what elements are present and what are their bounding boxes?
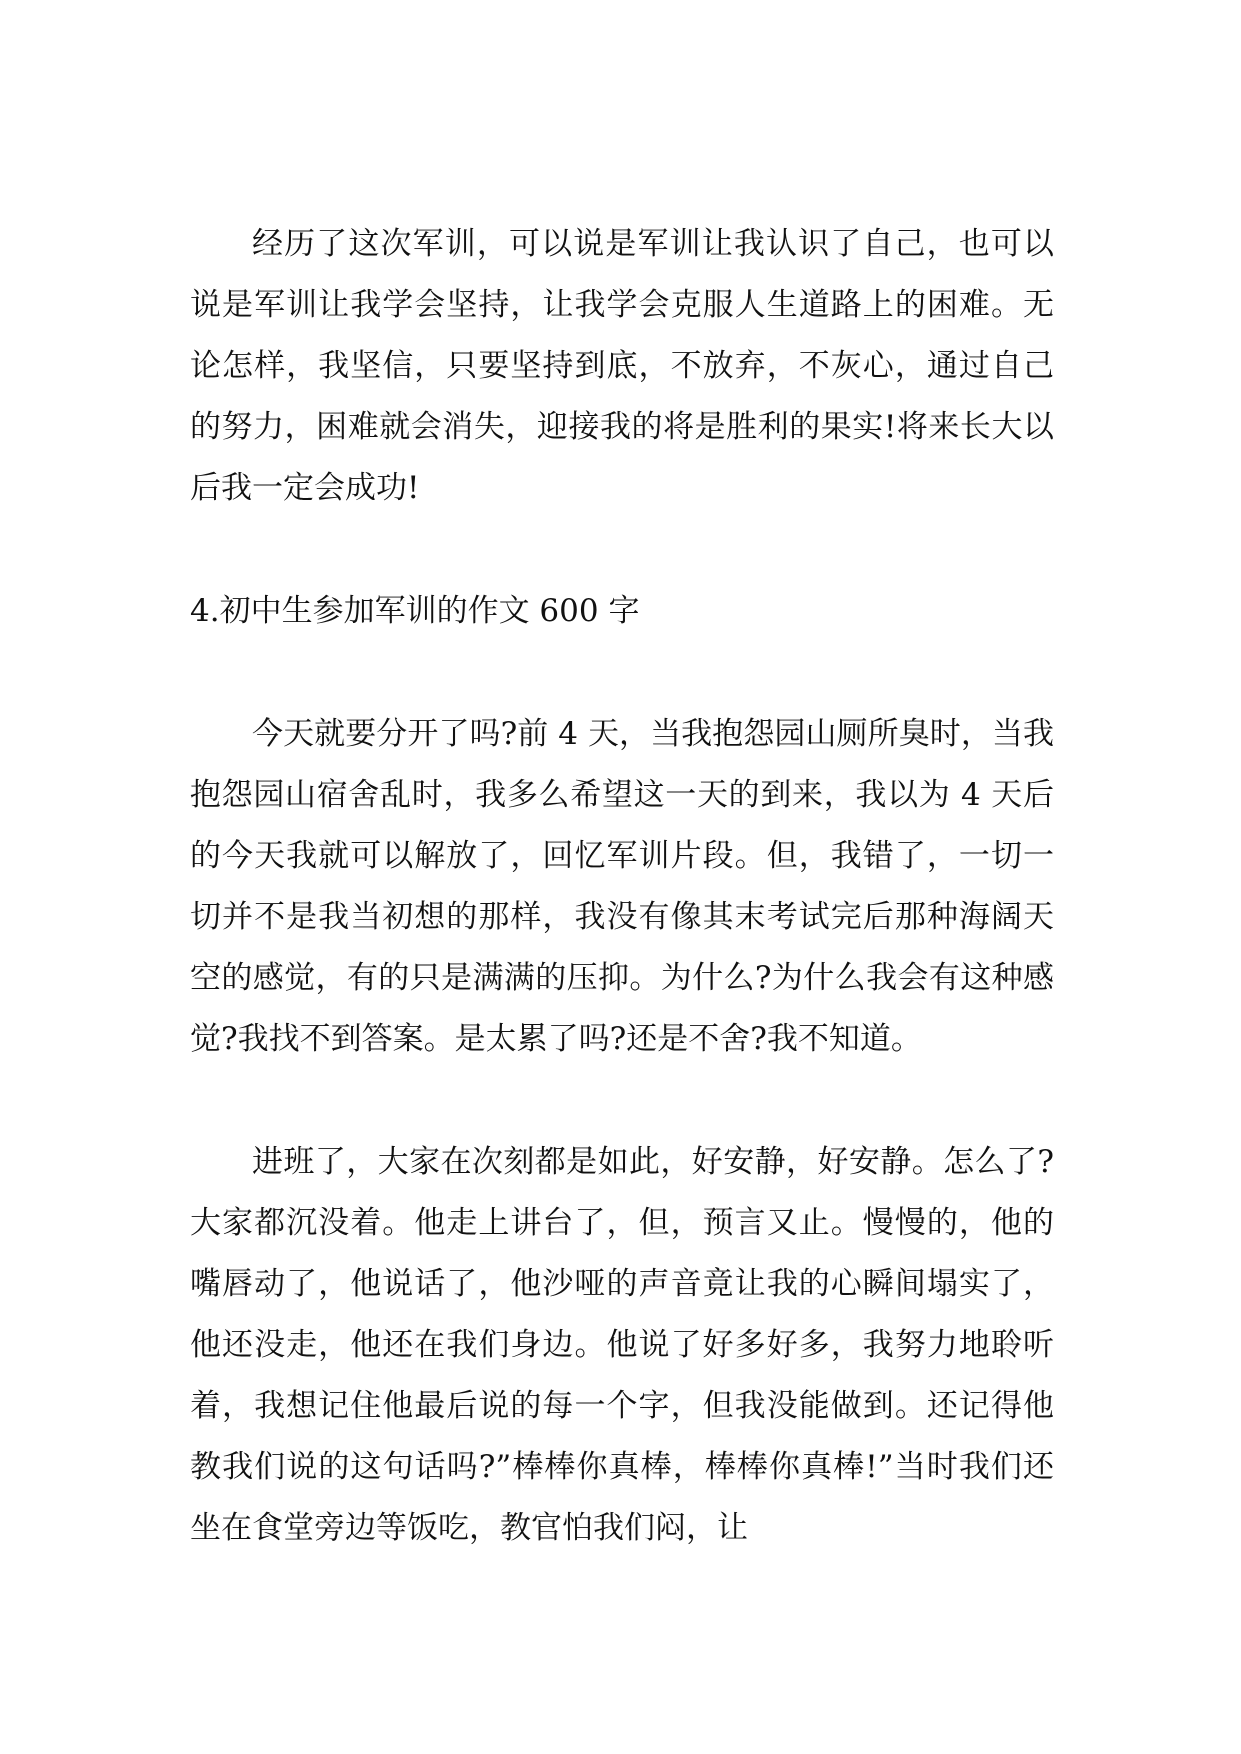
heading-spacer <box>190 642 1054 704</box>
paragraph-separation-day: 今天就要分开了吗?前 4 天，当我抱怨园山厕所臭时，当我抱怨园山宿舍乱时，我多么希望这一天的到来，我以为 4 天后的今天我就可以解放了，回忆军训片段。但，我错了，一切一切并不是我当初想的那样，我没有像其末考试完后那种海阔天空的感觉，有的只是满满的压抑。为什么?为什么我会有这种感觉?我找不到答案。是太累了吗?还是不舍?我不知道。 <box>190 716 1054 1057</box>
paragraph-spacer <box>190 519 1054 581</box>
paragraph-classroom-farewell: 进班了，大家在次刻都是如此，好安静，好安静。怎么了?大家都沉没着。他走上讲台了，但，预言又止。慢慢的，他的嘴唇动了，他说话了，他沙哑的声音竟让我的心瞬间塌实了，他还没走，他还在我们身边。他说了好多好多，我努力地聆听着，我想记住他最后说的每一个字，但我没能做到。还记得他教我们说的这句话吗?”棒棒你真棒，棒棒你真棒!”当时我们还坐在食堂旁边等饭吃，教官怕我们闷，让 <box>190 1144 1054 1546</box>
document-body <box>190 214 1054 1559</box>
paragraph-spacer <box>190 1070 1054 1132</box>
section-heading: 4.初中生参加军训的作文 600 字 <box>190 593 640 629</box>
paragraph-military-training-reflection: 经历了这次军训，可以说是军训让我认识了自己，也可以说是军训让我学会坚持，让我学会克服人生道路上的困难。无论怎样，我坚信，只要坚持到底，不放弃，不灰心，通过自己的努力，困难就会消失，迎接我的将是胜利的果实!将来长大以后我一定会成功! <box>190 226 1054 506</box>
